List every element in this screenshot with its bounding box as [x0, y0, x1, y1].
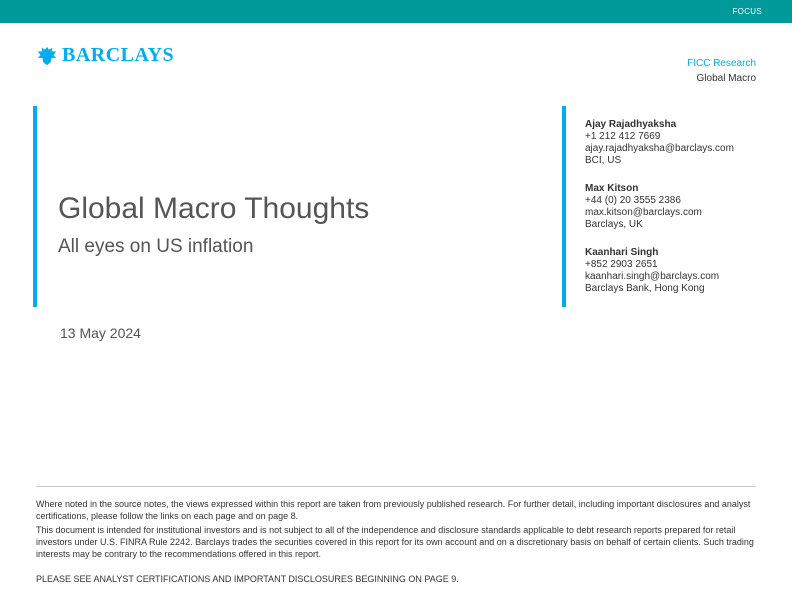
- analyst-entity: BCI, US: [585, 155, 622, 166]
- analyst-entity: Barclays Bank, Hong Kong: [585, 283, 705, 294]
- analyst-card: [585, 183, 734, 231]
- research-division: FICC Research: [687, 58, 756, 69]
- left-accent-bar: [33, 106, 37, 307]
- report-subtitle: All eyes on US inflation: [58, 236, 254, 257]
- analyst-name: Kaanhari Singh: [585, 247, 659, 258]
- analyst-phone: +44 (0) 20 3555 2386: [585, 195, 681, 206]
- analyst-phone: +852 2903 2651: [585, 259, 658, 270]
- analyst-list: [585, 119, 734, 311]
- right-accent-bar: [562, 106, 566, 307]
- report-date: 13 May 2024: [60, 325, 141, 341]
- department-block: [687, 56, 756, 86]
- disclaimer-source-notes: Where noted in the source notes, the views expressed within this report are taken from previously published research. For further detail, including important disclosures and analyst certifications, please follow the links on each page and on page 8.: [36, 499, 751, 521]
- top-banner: [0, 0, 792, 23]
- eagle-icon: [36, 45, 58, 67]
- analyst-card: [585, 119, 734, 167]
- brand-name: BARCLAYS: [62, 44, 175, 66]
- barclays-logo: [36, 44, 174, 67]
- report-title: Global Macro Thoughts: [58, 192, 370, 225]
- disclosures-notice: PLEASE SEE ANALYST CERTIFICATIONS AND IMPORTANT DISCLOSURES BEGINNING ON PAGE 9.: [36, 574, 459, 584]
- research-team: Global Macro: [696, 73, 756, 84]
- analyst-phone: +1 212 412 7669: [585, 131, 661, 142]
- analyst-email[interactable]: ajay.rajadhyaksha@barclays.com: [585, 143, 734, 154]
- footer-divider: [36, 486, 756, 487]
- analyst-card: [585, 247, 734, 295]
- disclaimer-institutional: This document is intended for institutional investors and is not subject to all of the independence and disclosure standards applicable to debt research reports prepared for retail investors under U.S. FINRA Rule 2242. Barclays trades the securities covered in this report for its own account and on a discretionary basis on behalf of certain clients. Such trading interests may be contrary to the recommendations offered in this report.: [36, 525, 754, 559]
- focus-tag: FOCUS: [732, 7, 762, 16]
- analyst-email[interactable]: kaanhari.singh@barclays.com: [585, 271, 720, 282]
- analyst-name: Max Kitson: [585, 183, 639, 194]
- analyst-email[interactable]: max.kitson@barclays.com: [585, 207, 702, 218]
- analyst-name: Ajay Rajadhyaksha: [585, 119, 677, 130]
- analyst-entity: Barclays, UK: [585, 219, 643, 230]
